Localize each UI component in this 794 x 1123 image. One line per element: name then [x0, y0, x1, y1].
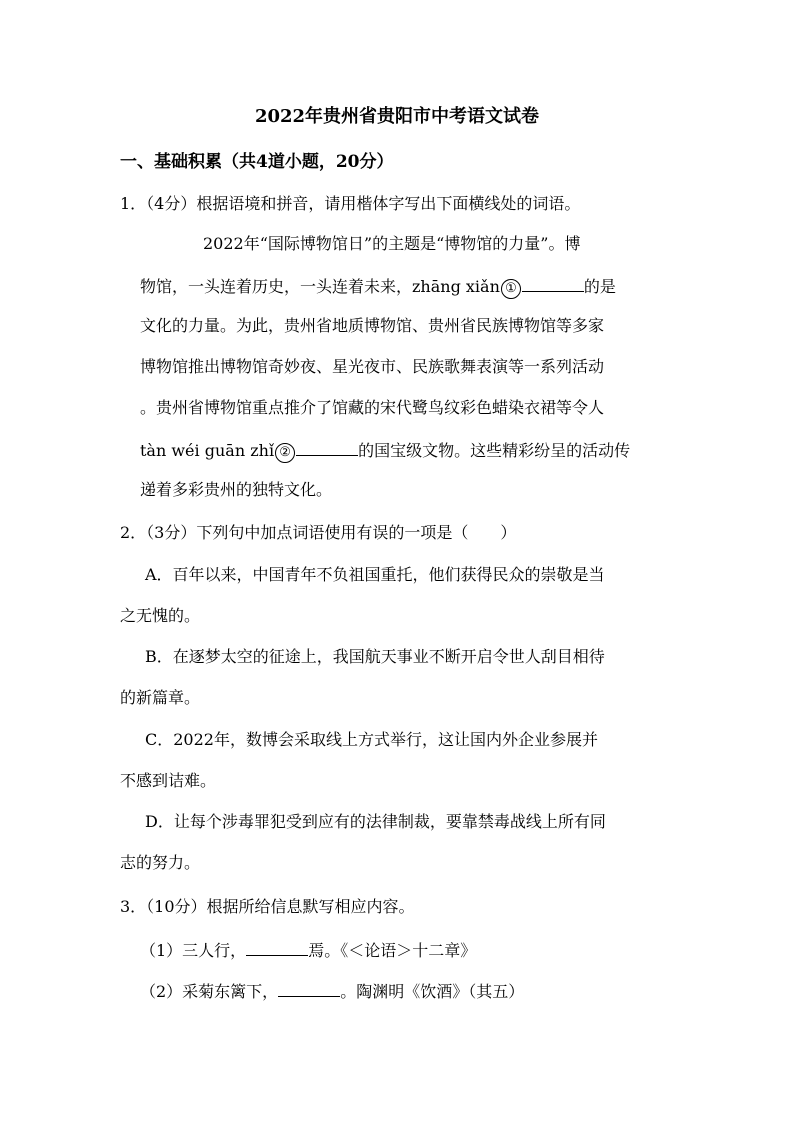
- q1-passage-text: 物馆，一头连着历史，一头连着未来，zhāng xiǎn: [140, 277, 500, 296]
- blank-marker-1: ①: [501, 279, 521, 299]
- answer-blank-2: [296, 437, 358, 456]
- q3-item-2: [140, 978, 524, 1004]
- section-heading: 一、基础积累（共4道小题，20分）: [120, 152, 394, 172]
- q1-passage-line: 2022年“国际博物馆日”的主题是“博物馆的力量”。博: [203, 234, 581, 253]
- question-3-stem: 3．（10分）根据所给信息默写相应内容。: [120, 897, 415, 916]
- blank-marker-2: ②: [275, 443, 295, 463]
- option-d-line: D．让每个涉毒罪犯受到应有的法律制裁，要靠禁毒战线上所有同: [145, 812, 606, 831]
- option-c-line: C．2022年，数博会采取线上方式举行，这让国内外企业参展并: [145, 730, 598, 749]
- answer-blank-1: [522, 273, 584, 292]
- q1-passage-line: 。贵州省博物馆重点推介了馆藏的宋代鹭鸟纹彩色蜡染衣裙等令人: [140, 398, 605, 417]
- option-a-line: A．百年以来，中国青年不负祖国重托，他们获得民众的崇敬是当: [145, 565, 605, 584]
- question-1-stem: 1．（4分）根据语境和拼音，请用楷体字写出下面横线处的词语。: [120, 194, 581, 213]
- answer-blank-3: [246, 937, 308, 956]
- q1-passage-text: 的是: [583, 277, 616, 296]
- option-b-line: 的新篇章。: [120, 688, 201, 707]
- q3-item-text: 焉。《＜论语＞十二章》: [308, 941, 477, 960]
- q3-item-text: （2）采菊东篱下，: [140, 982, 279, 1001]
- question-2-stem: 2．（3分）下列句中加点词语使用有误的一项是（ ）: [120, 523, 517, 542]
- q3-item-text: （1）三人行，: [140, 941, 247, 960]
- option-a-line: 之无愧的。: [120, 606, 201, 625]
- exam-title: 2022年贵州省贵阳市中考语文试卷: [254, 106, 540, 127]
- option-c-line: 不感到诘难。: [120, 771, 217, 790]
- answer-blank-4: [278, 978, 340, 997]
- option-b-line: B．在逐梦太空的征途上，我国航天事业不断开启令世人刮目相待: [145, 647, 605, 666]
- q3-item-text: 。陶渊明《饮酒》（其五）: [340, 982, 525, 1001]
- q1-passage-line: 文化的力量。为此，贵州省地质博物馆、贵州省民族博物馆等多家: [140, 316, 605, 335]
- q1-passage-line: 递着多彩贵州的独特文化。: [140, 480, 333, 499]
- q1-passage-line: [140, 437, 630, 463]
- q1-passage-line: [140, 273, 616, 299]
- q1-passage-text: tàn wéi guān zhǐ: [140, 441, 275, 460]
- q3-item-1: [140, 937, 476, 963]
- q1-passage-line: 博物馆推出博物馆奇妙夜、星光夜市、民族歌舞表演等一系列活动: [140, 357, 605, 376]
- option-d-line: 志的努力。: [120, 853, 201, 872]
- q1-passage-text: 的国宝级文物。这些精彩纷呈的活动传: [358, 441, 631, 460]
